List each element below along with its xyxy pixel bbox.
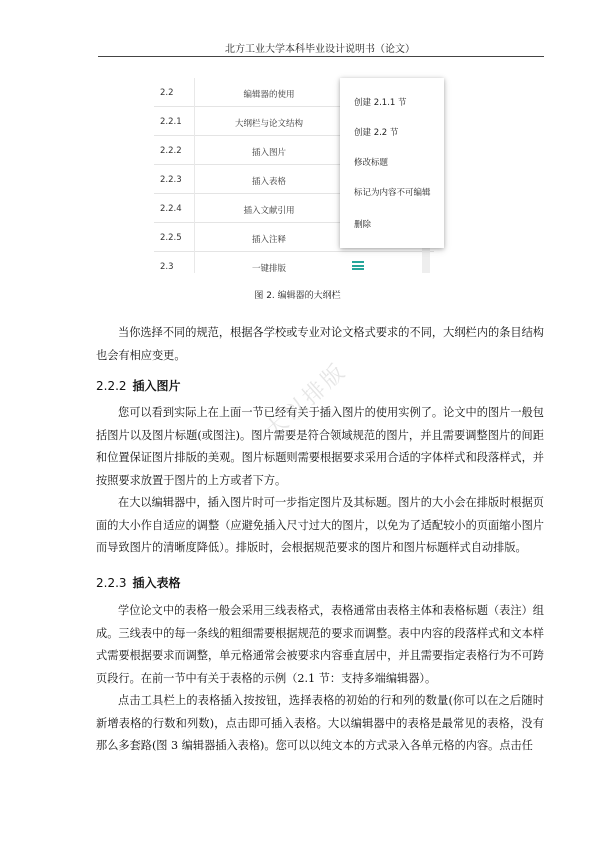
menu-item-rename[interactable]: 修改标题: [354, 158, 389, 168]
section-title: 插入表格: [132, 576, 181, 590]
outline-row-number: 2.3: [160, 262, 174, 272]
outline-row-number: 2.2.3: [160, 175, 182, 185]
outline-row-title: 大纲栏与论文结构: [234, 119, 303, 129]
paragraph-4: 学位论文中的表格一般会采用三线表格式，表格通常由表格主体和表格标题（表注）组成。三线表中的每一条线的粗细需要根据规范的要求而调整。表中内容的段落样式和文本样式需要根据要求而调整，单元格通常会被要求内容垂直居中，并且需要指定表格行为不可跨页段行。在前一节中有关于表格的示例（2.1 节：支持多端编辑器）。: [96, 604, 544, 685]
menu-item-delete[interactable]: 删除: [354, 220, 372, 230]
section-number: 2.2.2: [96, 379, 127, 393]
outline-row-title: 插入文献引用: [243, 206, 295, 216]
outline-row-title: 插入图片: [251, 148, 286, 158]
outline-row-title: 编辑器的使用: [243, 90, 295, 100]
context-menu: [340, 78, 444, 248]
header-rule: [98, 56, 544, 57]
menu-item-create-2-2[interactable]: 创建 2.2 节: [354, 128, 399, 138]
section-number: 2.2.3: [96, 576, 127, 590]
paragraph-2: 您可以看到实际上在上面一节已经有关于插入图片的使用实例了。论文中的图片一般包括图片以及图片标题(或图注)。图片需要是符合领域规范的图片，并且需要调整图片的间距和位置保证图片排版的美观。图片标题则需要根据要求采用合适的字体样式和段落样式，并按照要求放置于图片的上方或者下方。: [96, 406, 544, 487]
menu-item-lock-content[interactable]: 标记为内容不可编辑: [354, 188, 431, 198]
paragraph-3: 在大以编辑器中，插入图片时可一步指定图片及其标题。图片的大小会在排版时根据页面的大小作自适应的调整（应避免插入尺寸过大的图片，以免为了适配较小的页面缩小图片而导致图片的清晰度降低）。排版时，会根据规范要求的图片和图片标题样式自动排版。: [96, 496, 544, 554]
section-heading-2-2-3: [96, 574, 181, 591]
list-icon[interactable]: [352, 261, 364, 270]
page-header: 北方工业大学本科毕业设计说明书（论文）: [225, 44, 415, 55]
section-title: 插入图片: [132, 379, 181, 393]
outline-row-number: 2.2.4: [160, 204, 182, 214]
figure-caption: 图 2. 编辑器的大纲栏: [254, 291, 341, 301]
menu-item-create-2-1-1[interactable]: 创建 2.1.1 节: [354, 98, 407, 108]
outline-row-title: 插入注释: [251, 235, 286, 245]
outline-row-number: 2.2.2: [160, 146, 182, 156]
outline-row-title: 插入表格: [251, 177, 286, 187]
watermark: 大以排版: [260, 358, 352, 444]
section-heading-2-2-2: [96, 377, 181, 394]
paragraph-1: 当你选择不同的规范，根据各学校或专业对论文格式要求的不同，大纲栏内的条目结构也会有相应变更。: [96, 326, 544, 362]
outline-row-number: 2.2: [160, 88, 174, 98]
outline-row-number: 2.2.1: [160, 117, 182, 127]
outline-row-number: 2.2.5: [160, 233, 182, 243]
outline-row-title: 一键排版: [251, 264, 286, 274]
figure-outline: [154, 78, 456, 278]
paragraph-5: 点击工具栏上的表格插入按按钮，选择表格的初始的行和列的数量(你可以在之后随时新增表格的行数和列数)，点击即可插入表格。大以编辑器中的表格是最常见的表格，没有那么多套路(图 3 编辑器插入表格)。您可以以纯文本的方式录入各单元格的内容。点击任: [96, 694, 544, 752]
outline-row[interactable]: [154, 252, 434, 281]
outline-divider: [194, 78, 195, 273]
